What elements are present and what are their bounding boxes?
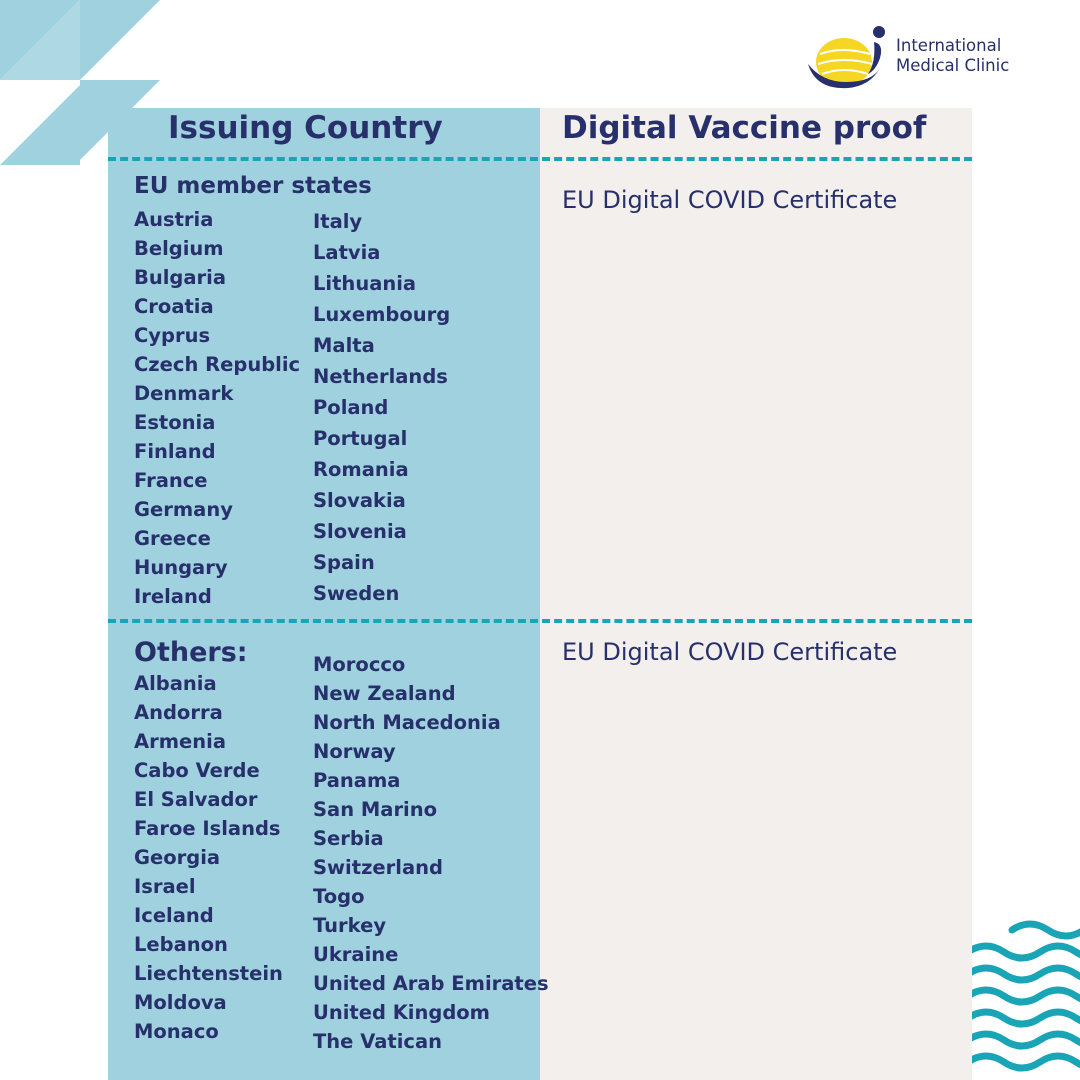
country-item: Latvia xyxy=(313,241,381,264)
country-item: Ireland xyxy=(134,585,212,608)
country-item: New Zealand xyxy=(313,682,456,705)
country-item: Hungary xyxy=(134,556,228,579)
eu-country-list-1 xyxy=(134,205,300,611)
country-item: Estonia xyxy=(134,411,216,434)
country-item: Malta xyxy=(313,334,375,357)
country-item: Romania xyxy=(313,458,409,481)
country-item: Denmark xyxy=(134,382,234,405)
logo-line-2: Medical Clinic xyxy=(896,56,1010,75)
country-item: Turkey xyxy=(313,914,387,937)
country-item: Georgia xyxy=(134,846,221,869)
country-item: Cyprus xyxy=(134,324,211,347)
issuing-country-header: Issuing Country xyxy=(168,110,443,146)
country-item: Luxembourg xyxy=(313,303,451,326)
eu-vaccine-proof: EU Digital COVID Certificate xyxy=(562,186,898,214)
eu-country-list-2 xyxy=(313,206,450,609)
country-item: Slovakia xyxy=(313,489,406,512)
header-divider xyxy=(108,157,972,161)
country-item: Iceland xyxy=(134,904,214,927)
country-item: Spain xyxy=(313,551,375,574)
country-item: Poland xyxy=(313,396,389,419)
logo-wordmark xyxy=(896,36,1009,76)
others-vaccine-proof: EU Digital COVID Certificate xyxy=(562,638,898,666)
country-item: Finland xyxy=(134,440,216,463)
eu-section-title: EU member states xyxy=(134,173,372,199)
country-item: Cabo Verde xyxy=(134,759,260,782)
country-item: The Vatican xyxy=(313,1030,442,1053)
country-item: Liechtenstein xyxy=(134,962,283,985)
country-item: Slovenia xyxy=(313,520,407,543)
country-item: Italy xyxy=(313,210,363,233)
country-item: El Salvador xyxy=(134,788,258,811)
country-item: United Kingdom xyxy=(313,1001,491,1024)
country-item: Germany xyxy=(134,498,233,521)
country-item: Norway xyxy=(313,740,396,763)
country-item: Austria xyxy=(134,208,214,231)
country-item: Sweden xyxy=(313,582,400,605)
others-country-list-1 xyxy=(134,669,283,1046)
country-item: Andorra xyxy=(134,701,223,724)
country-item: Morocco xyxy=(313,653,406,676)
section-divider xyxy=(108,619,972,623)
country-item: Croatia xyxy=(134,295,214,318)
country-item: Monaco xyxy=(134,1020,219,1043)
country-item: France xyxy=(134,469,208,492)
country-item: Lebanon xyxy=(134,933,228,956)
country-item: Czech Republic xyxy=(134,353,301,376)
country-item: Armenia xyxy=(134,730,226,753)
country-item: Albania xyxy=(134,672,217,695)
others-country-list-2 xyxy=(313,650,549,1056)
country-item: Switzerland xyxy=(313,856,443,879)
country-item: Ukraine xyxy=(313,943,399,966)
wave-pattern-decoration xyxy=(972,912,1080,1080)
country-item: Bulgaria xyxy=(134,266,227,289)
country-item: Belgium xyxy=(134,237,224,260)
country-item: Netherlands xyxy=(313,365,448,388)
clinic-logo xyxy=(806,24,1036,96)
country-item: Faroe Islands xyxy=(134,817,281,840)
vaccine-proof-header: Digital Vaccine proof xyxy=(562,110,927,146)
sun-figure-icon xyxy=(806,24,894,96)
country-item: United Arab Emirates xyxy=(313,972,549,995)
country-item: Lithuania xyxy=(313,272,417,295)
country-item: Portugal xyxy=(313,427,408,450)
vaccine-proof-column xyxy=(540,108,972,1080)
country-item: North Macedonia xyxy=(313,711,501,734)
country-item: San Marino xyxy=(313,798,438,821)
logo-line-1: International xyxy=(896,36,1002,55)
country-item: Serbia xyxy=(313,827,384,850)
country-item: Moldova xyxy=(134,991,227,1014)
country-item: Greece xyxy=(134,527,211,550)
others-section-title: Others: xyxy=(134,637,248,668)
country-item: Panama xyxy=(313,769,401,792)
country-item: Israel xyxy=(134,875,196,898)
country-item: Togo xyxy=(313,885,365,908)
